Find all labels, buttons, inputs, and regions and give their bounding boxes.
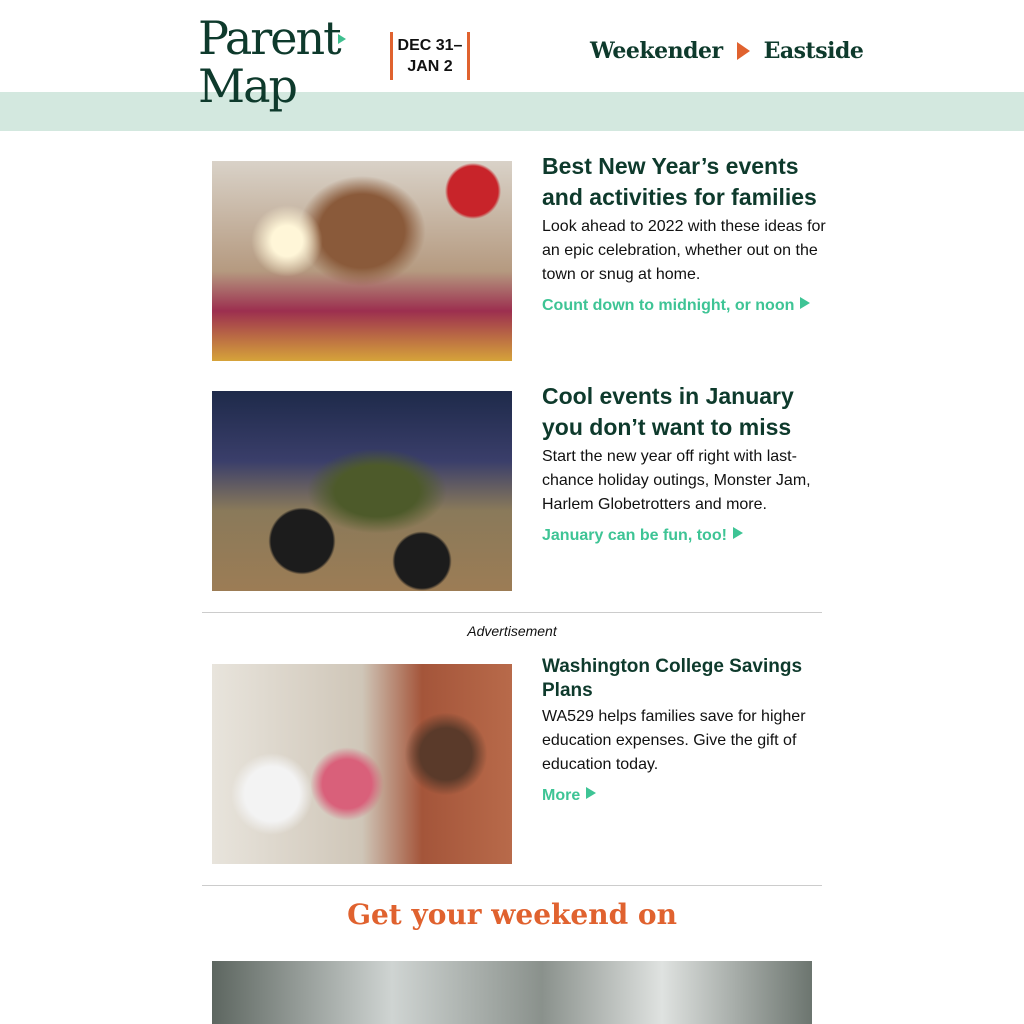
date-line-2: JAN 2 [407, 58, 453, 75]
section-heading: Get your weekend on [347, 898, 677, 931]
article-body: Look ahead to 2022 with these ideas for an epic celebration, whether out on the town or snug at home. [542, 218, 826, 283]
article-title[interactable]: Cool events in January you don’t want to miss [542, 383, 794, 440]
arrow-right-icon [737, 42, 750, 60]
article-body: Start the new year off right with last-chance holiday outings, Monster Jam, Harlem Globetrotters and more. [542, 448, 811, 513]
breadcrumb [590, 38, 863, 64]
article-title[interactable]: Washington College Savings Plans [542, 656, 803, 701]
parentmap-logo[interactable] [198, 11, 340, 113]
date-line-1: DEC 31– [397, 37, 463, 54]
header-band [0, 92, 1024, 131]
weekend-image[interactable] [212, 961, 812, 1024]
article-image[interactable] [212, 161, 512, 361]
advertisement-label: Advertisement [467, 623, 557, 639]
play-arrow-icon [586, 787, 596, 799]
article-image[interactable] [212, 664, 512, 864]
divider [202, 612, 822, 613]
play-arrow-icon [733, 527, 743, 539]
link-text: Count down to midnight, or noon [542, 297, 795, 314]
logo-text-1: Parent [198, 11, 340, 65]
link-text: January can be fun, too! [542, 527, 727, 544]
article-link[interactable] [542, 297, 810, 315]
article-january [212, 383, 822, 591]
article-title[interactable]: Best New Year’s events and activities for families [542, 153, 817, 210]
link-text: More [542, 787, 581, 804]
article-new-years [212, 153, 826, 361]
article-body: WA529 helps families save for higher education expenses. Give the gift of education today. [542, 708, 806, 773]
article-link[interactable] [542, 787, 596, 805]
logo-text-2: Map [198, 59, 296, 113]
logo-triangle-icon [338, 34, 346, 44]
play-arrow-icon [800, 297, 810, 309]
article-link[interactable] [542, 527, 743, 545]
date-range [390, 32, 470, 80]
article-image[interactable] [212, 391, 512, 591]
crumb-weekender[interactable]: Weekender [590, 38, 723, 64]
divider [202, 885, 822, 886]
crumb-eastside[interactable]: Eastside [763, 38, 864, 64]
article-ad-wa529 [212, 656, 822, 864]
